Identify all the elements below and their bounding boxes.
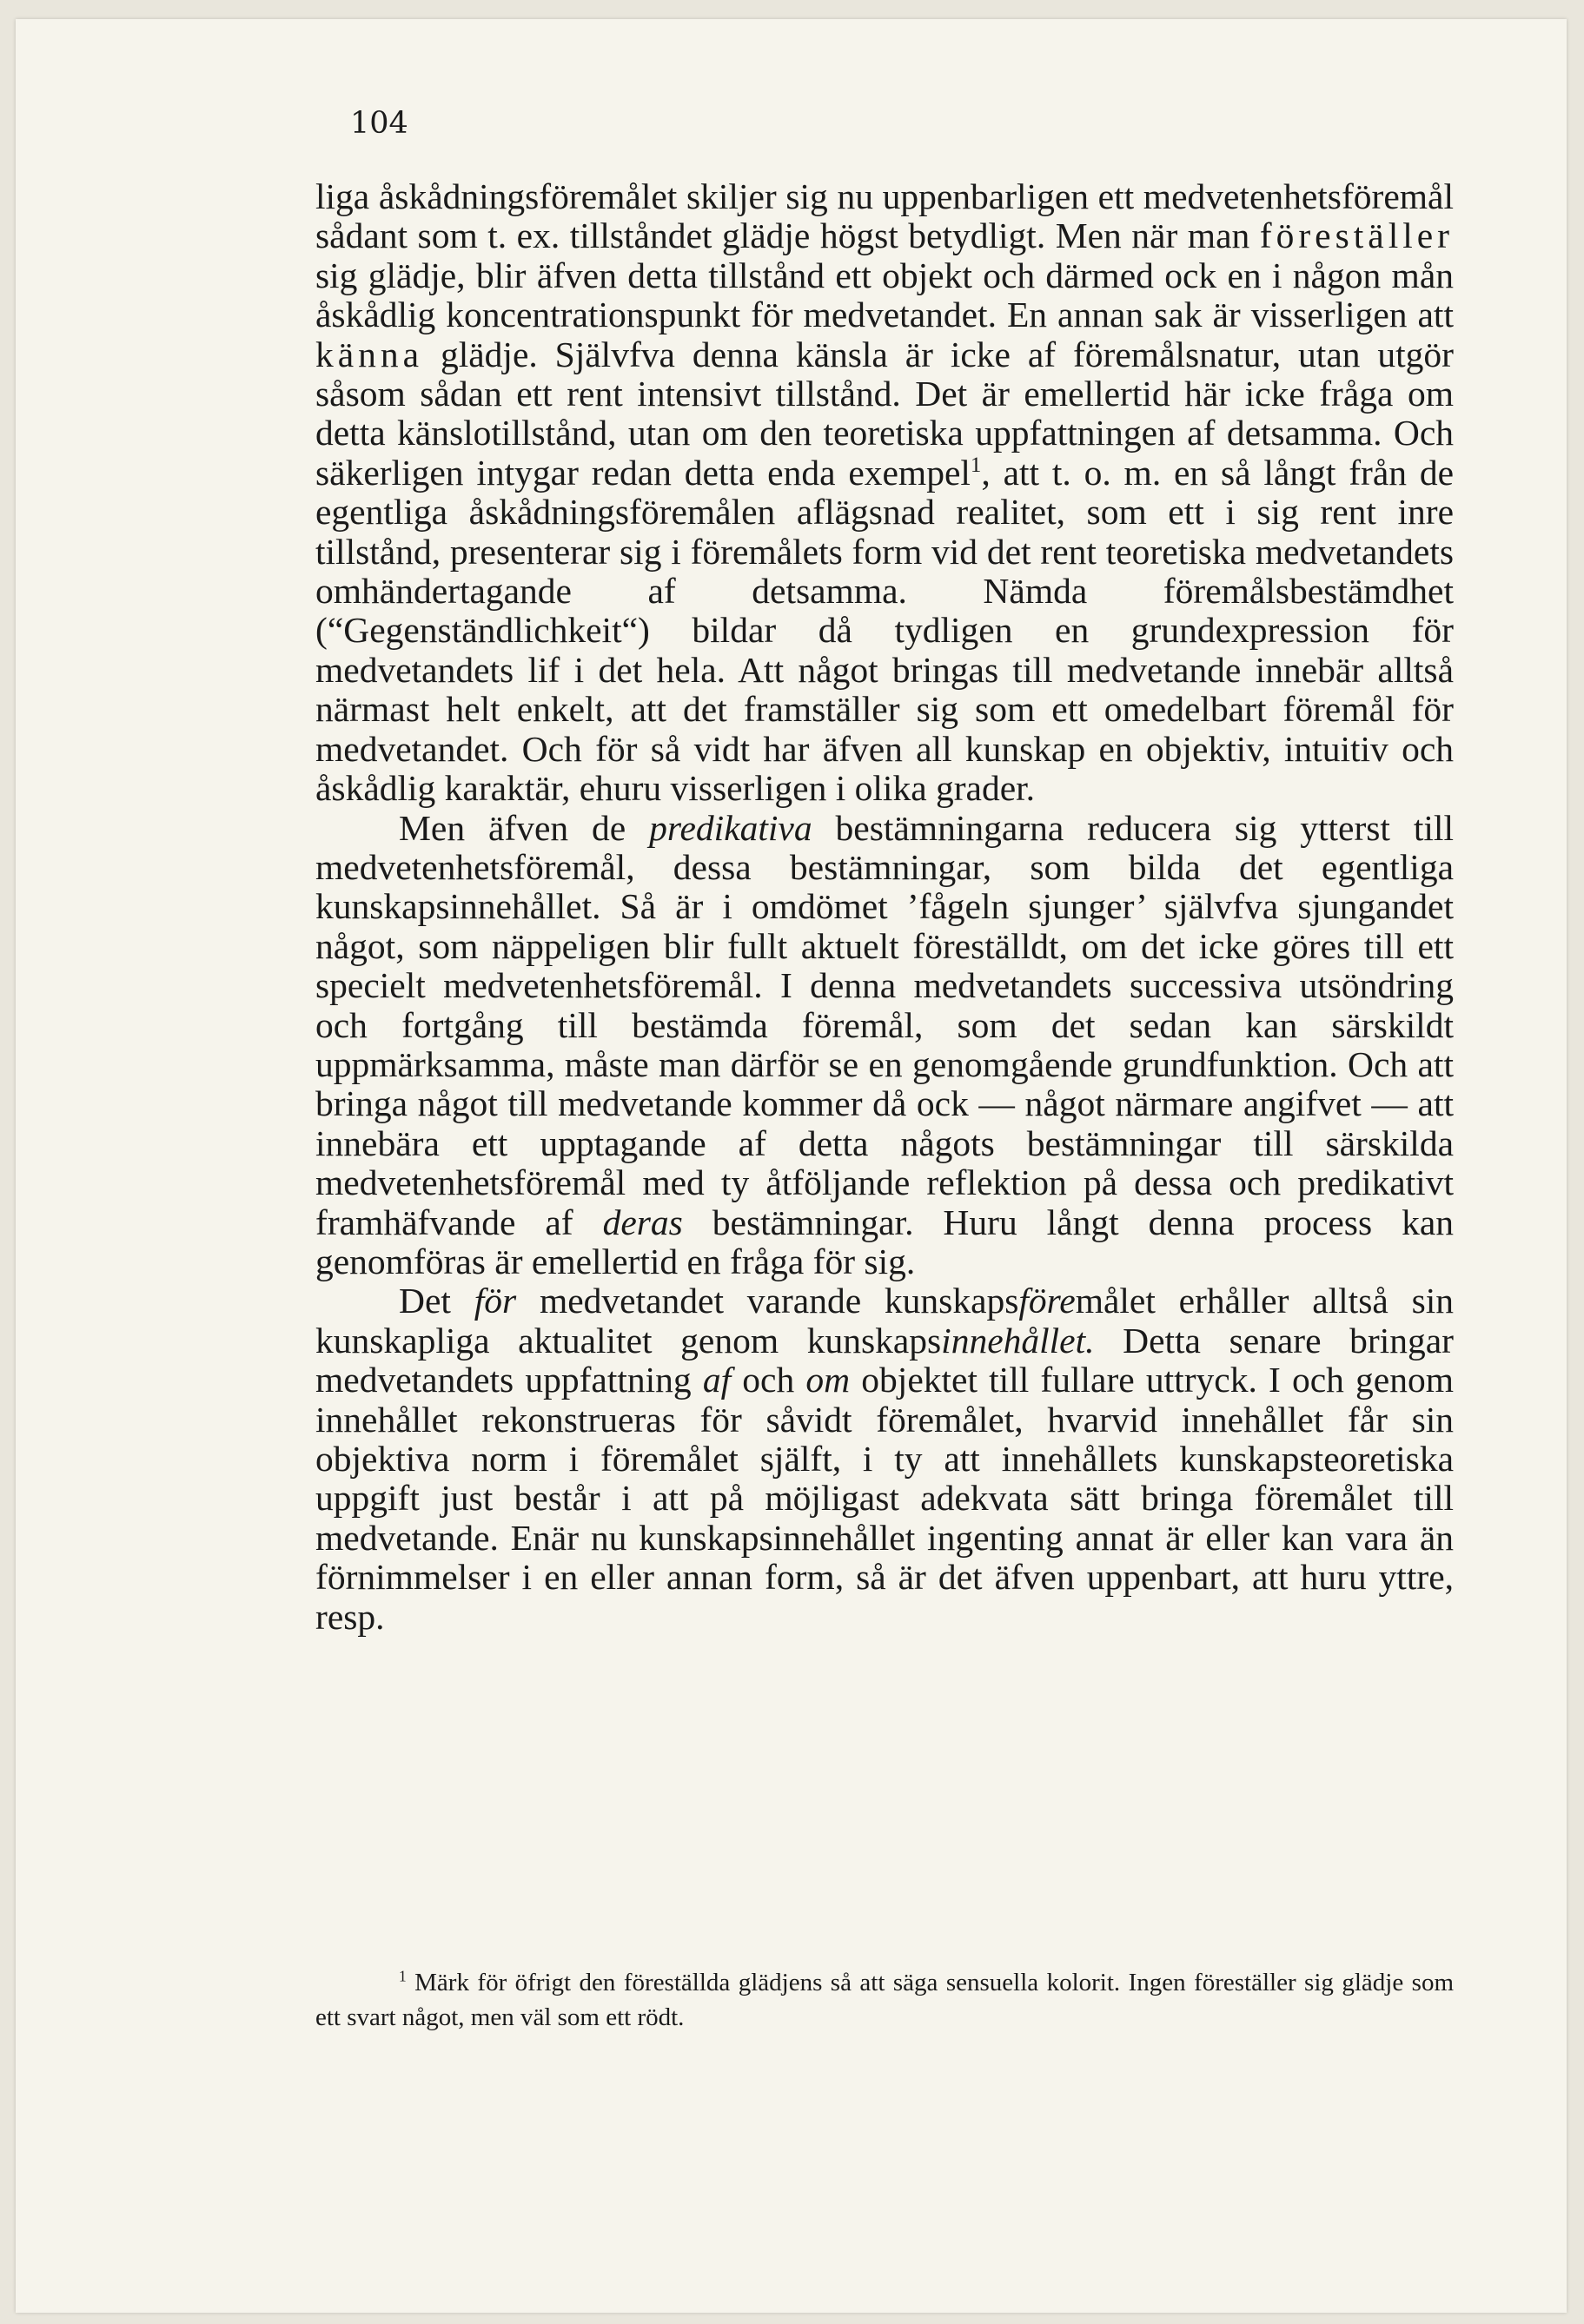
italic-word: predikativa	[649, 807, 812, 848]
text-run: sig glädje, blir äfven detta tillstånd ett objekt och därmed ock en i någon mån åskådlig koncentrationspunkt för medvetandet. En annan sak är visserligen att	[315, 255, 1454, 335]
text-run: bestämningarna reducera sig ytterst till medvetenhetsföremål, dessa bestämningar, som bilda det egentliga kunskapsinnehållet. Så är i omdömet ’fågeln sjunger’ självfva sjungandet något, som näppeligen blir fullt aktuelt föreställdt, om det icke göres till ett specielt medvetenhetsföremål. I denna medvetandets successiva utsöndring och fortgång till bestämda föremål, som det sedan kan särskildt uppmärksamma, måste man därför se en genomgående grundfunktion. Och att bringa något till medvetande kommer då ock — något närmare angifvet — att innebära ett upptagande af detta någots bestämningar till särskilda medvetenhetsföremål med ty åtföljande reflektion på dessa och predikativt framhäfvande af	[315, 807, 1454, 1242]
text-run: målet erhåller alltså sin kunskapliga aktualitet genom kunskaps	[315, 1281, 1454, 1361]
paragraph-3	[315, 1281, 1454, 1637]
footnote	[315, 1965, 1454, 2035]
text-run: Det	[399, 1281, 474, 1321]
text-run: , att t. o. m. en så långt från de egentliga åskådningsföremålen aflägsnad realitet, som ett i sig rent inre tillstånd, presenterar sig i föremålets form vid det rent teoretiska medvetandets omhändertagande af detsamma. Nämda föremålsbestämdhet (“Gegenständlichkeit“) bildar då tydligen en grundexpression för medvetandets lif i det hela. Att något bringas till medvetande innebär alltså närmast helt enkelt, att det framställer sig som ett omedelbart föremål för medvetandet. Och för så vidt har äfven all kunskap en objektiv, intuitiv och åskådlig karaktär, ehuru visserligen i olika grader.	[315, 452, 1454, 809]
footnote-marker: 1	[399, 1967, 407, 1985]
text-run: medvetandet varande kunskaps	[516, 1281, 1019, 1321]
text-run: och	[731, 1360, 806, 1400]
text-run: glädje. Självfva denna känsla är icke af föremålsnatur, utan utgör såsom sådan ett rent intensivt tillstånd. Det är emellertid här icke fråga om detta känslotillstånd, utan om den teoretiska uppfattningen af detsamma. Och säkerligen intygar redan detta enda exempel	[315, 334, 1454, 493]
page-number: 104	[350, 106, 408, 141]
text-run: bestämningar. Huru långt denna process kan genomföras är emellertid en fråga för sig.	[315, 1202, 1454, 1281]
text-run: Men äfven de	[399, 807, 650, 848]
footnote-paragraph	[315, 1965, 1454, 2035]
italic-word: deras	[602, 1202, 683, 1242]
text-run: objektet till fullare uttryck. I och genom innehållet rekonstrueras för såvidt föremålet, hvarvid innehållet får sin objektiva norm i föremålet själft, i ty att innehållets kunskapsteoretiska uppgift just består i att på möjligast adekvata sätt bringa föremålet till medvetande. Enär nu kunskapsinnehållet ingenting annat är eller kan vara än förnimmelser i en eller annan form, så är det äfven uppenbart, att huru yttre, resp.	[315, 1360, 1455, 1637]
spaced-emphasis: föreställer	[1259, 215, 1454, 256]
italic-word: om	[805, 1360, 851, 1400]
italic-word: före	[1018, 1281, 1076, 1321]
italic-word: af	[702, 1360, 732, 1400]
italic-word: för	[474, 1281, 517, 1321]
text-run: liga åskådningsföremålet skiljer sig nu uppenbarligen ett medvetenhetsföremål sådant som t. ex. tillståndet glädje högst betydligt. Men när man	[315, 176, 1454, 256]
page-sheet	[16, 19, 1567, 2313]
paragraph-1	[315, 177, 1454, 809]
footnote-text: Märk för öfrigt den föreställda glädjens så att säga sensuella kolorit. Ingen föreställer sig glädje som ett svart något, men väl som ett rödt.	[315, 1969, 1454, 2031]
body-text	[315, 177, 1454, 1637]
italic-word: innehållet.	[941, 1320, 1095, 1361]
footnote-reference: 1	[970, 454, 982, 478]
spaced-emphasis: känna	[315, 334, 424, 374]
paragraph-2	[315, 809, 1454, 1282]
text-run: Detta senare bringar medvetandets uppfattning	[315, 1320, 1454, 1400]
